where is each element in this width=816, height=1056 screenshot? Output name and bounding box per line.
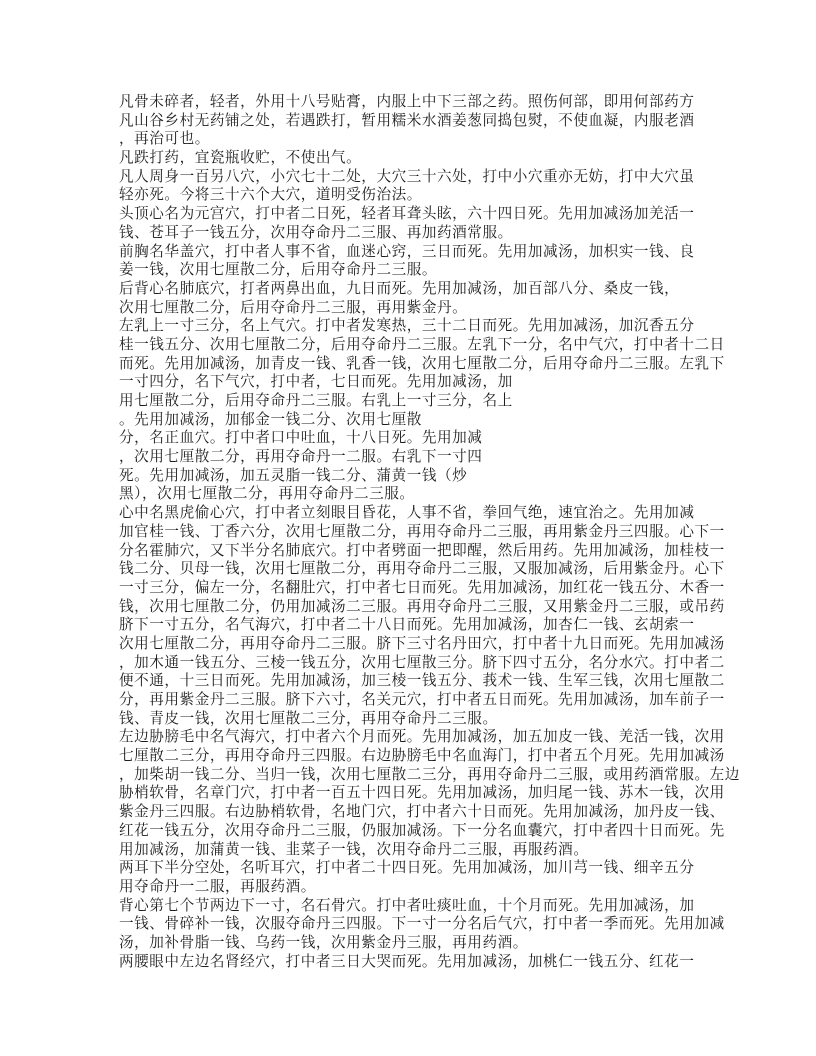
text-line: 轻亦死。今将三十六个大穴，道明受伤治法。 xyxy=(119,186,422,204)
text-line: 而死。先用加减汤，加青皮一钱、乳香一钱，次用七厘散二分，后用夺命丹二三服。左乳下 xyxy=(119,354,725,372)
text-line: 。先用加减汤，加郁金一钱二分、次用七厘散 xyxy=(119,410,422,428)
text-line: 钱，次用七厘散二分，仍用加减汤二三服。再用夺命丹二三服，又用紫金丹二三服，或吊药 xyxy=(119,597,725,615)
text-line: 红花一钱五分，次用夺命丹二三服，仍服加减汤。下一分名血囊穴，打中者四十日而死。先 xyxy=(119,821,725,839)
text-line: ，加柴胡一钱二分、当归一钱，次用七厘散二三分，再用夺命丹二三服，或用药酒常服。左边 xyxy=(119,765,740,783)
text-line: 两腰眼中左边名肾经穴，打中者三日大哭而死。先用加减汤，加桃仁一钱五分、红花一 xyxy=(119,952,695,970)
text-line: 便不通，十三日而死。先用加减汤，加三棱一钱五分、莪术一钱、生军三钱，次用七厘散二 xyxy=(119,672,725,690)
text-line: 次用七厘散二分，后用夺命丹二三服，再用紫金丹。 xyxy=(119,298,468,316)
text-line: 脐下一寸五分，名气海穴，打中者二十八日而死。先用加减汤，加杏仁一钱、玄胡索一 xyxy=(119,616,695,634)
text-line: 左乳上一寸三分，名上气穴。打中者发寒热，三十二日而死。先用加减汤，加沉香五分 xyxy=(119,317,695,335)
text-line: 钱、苍耳子一钱五分，次用夺命丹二三服、再加药酒常服。 xyxy=(119,223,513,241)
text-line: 后背心名肺底穴，打者两鼻出血，九日而死。先用加减汤，加百部八分、桑皮一钱， xyxy=(119,279,680,297)
text-line: 凡跌打药，宜瓷瓶收贮，不使出气。 xyxy=(119,149,362,167)
text-line: 钱、青皮一钱，次用七厘散二三分，再用夺命丹二三服。 xyxy=(119,709,498,727)
text-line: 钱二分、贝母一钱，次用七厘散二分，再用夺命丹二三服，又服加减汤，后用紫金丹。心下 xyxy=(119,560,725,578)
text-line: 紫金丹三四服。右边胁梢软骨，名地门穴，打中者六十日而死。先用加减汤，加丹皮一钱、 xyxy=(119,803,725,821)
text-line: 用夺命丹一二服，再服药酒。 xyxy=(119,877,316,895)
text-line: 头顶心名为元宫穴，打中者二日死，轻者耳聋头眩，六十四日死。先用加减汤加羌活一 xyxy=(119,205,695,223)
text-line: ，再治可也。 xyxy=(119,130,210,148)
text-line: 分，再用紫金丹二三服。脐下六寸，名关元穴，打中者五日而死。先用加减汤，加车前子一 xyxy=(119,691,725,708)
text-line: 胁梢软骨，名章门穴，打中者一百五十四日死。先用加减汤，加归尾一钱、苏木一钱，次用 xyxy=(119,784,725,802)
text-line: 用加减汤，加蒲黄一钱、韭菜子一钱，次用夺命丹二三服，再服药酒。 xyxy=(119,840,589,858)
text-line: 分名霍肺穴，又下半分名肺底穴。打中者劈面一把即醒，然后用药。先用加减汤，加桂枝一 xyxy=(119,541,725,559)
text-line: 分，名正血穴。打中者口中吐血，十八日死。先用加减 xyxy=(119,429,483,447)
text-line: 用七厘散二分，后用夺命丹二三服。右乳上一寸三分，名上 xyxy=(119,392,513,409)
text-line: 背心第七个节两边下一寸，名石骨穴。打中者吐痰吐血，十个月而死。先用加减汤，加 xyxy=(119,896,695,914)
text-line: 黑），次用七厘散二分，再用夺命丹二三服。 xyxy=(119,485,415,503)
text-line: 凡山谷乡村无药铺之处，若遇跌打，暂用糯米水酒姜葱同捣包熨，不使血凝，内服老酒 xyxy=(119,111,695,129)
text-line: 左边胁膀毛中名气海穴，打中者六个月而死。先用加减汤，加五加皮一钱、羌活一钱，次用 xyxy=(119,728,725,746)
text-line: 心中名黑虎偷心穴，打中者立刻眼目昏花，人事不省，拳回气绝，速宜治之。先用加减 xyxy=(119,504,695,522)
text-line: 前胸名华盖穴，打中者人事不省，血迷心窍，三日而死。先用加减汤，加枳实一钱、良 xyxy=(119,242,695,260)
text-line: 加官桂一钱、丁香六分，次用七厘散二分，再用夺命丹二三服，再用紫金丹三四服。心下一 xyxy=(119,522,725,540)
text-line: 凡骨未碎者，轻者，外用十八号贴膏，内服上中下三部之药。照伤何部，即用何部药方 xyxy=(119,93,695,110)
text-line: ，次用七厘散二分，再用夺命丹一二服。右乳下一寸四 xyxy=(119,448,483,466)
text-line: 次用七厘散二分，再用夺命丹二三服。脐下三寸名丹田穴，打中者十九日而死。先用加减汤 xyxy=(119,634,725,652)
text-line: ，加木通一钱五分、三棱一钱五分，次用七厘散三分。脐下四寸五分，名分水穴。打中者二 xyxy=(119,653,725,671)
text-line: 一钱、骨碎补一钱，次服夺命丹三四服。下一寸一分名后气穴，打中者一季而死。先用加减 xyxy=(119,915,725,933)
text-line: 两耳下半分空处，名听耳穴，打中者二十四日死。先用加减汤，加川芎一钱、细辛五分 xyxy=(119,859,695,877)
text-line: 凡人周身一百另八穴，小穴七十二处，大穴三十六处，打中小穴重亦无妨，打中大穴虽 xyxy=(119,167,695,185)
text-line: 汤，加补骨脂一钱、乌药一钱，次用紫金丹三服，再用药酒。 xyxy=(119,933,528,951)
text-line: 桂一钱五分、次用七厘散二分，后用夺命丹二三服。左乳下一分，名中气穴，打中者十二日 xyxy=(119,335,725,353)
text-line: 姜一钱，次用七厘散二分，后用夺命丹二三服。 xyxy=(119,261,438,279)
text-block xyxy=(119,93,740,971)
text-line: 七厘散二三分，再用夺命丹三四服。右边胁膀毛中名血海门，打中者五个月死。先用加减汤 xyxy=(119,747,725,765)
text-line: 一寸四分，名下气穴，打中者，七日而死。先用加减汤，加 xyxy=(119,373,513,391)
text-line: 一寸三分，偏左一分，名翻肚穴，打中者七日而死。先用加减汤，加红花一钱五分、木香一 xyxy=(119,578,725,596)
text-line: 死。先用加减汤，加五灵脂一钱二分、蒲黄一钱（炒 xyxy=(119,466,468,484)
